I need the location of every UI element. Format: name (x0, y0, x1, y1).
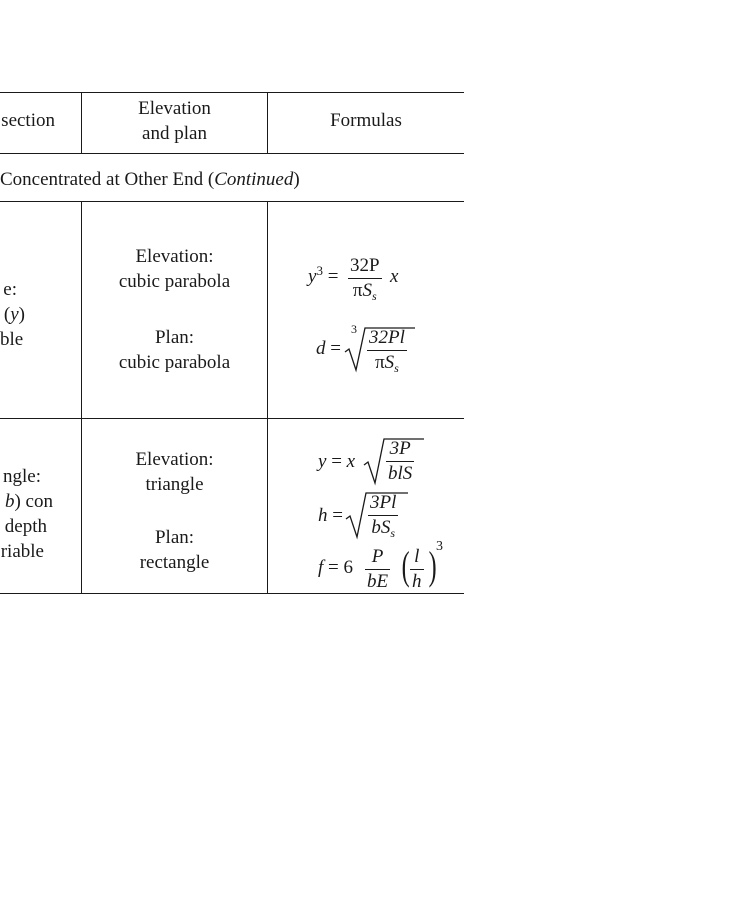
row2-formula2-fraction: 3Pl $bS_s$ (370, 492, 397, 540)
row1-formula1-x: x (390, 266, 399, 287)
row1-section-line1: e: (3, 279, 17, 300)
row1-formula2-fraction: 32Pl $\pi S_s$ (369, 327, 405, 375)
row1-section-line3: ble (0, 329, 24, 350)
row2-section-line3: depth (4, 516, 47, 537)
column-divider-2-body (267, 201, 268, 593)
table-bottom-rule (0, 593, 464, 594)
row1-plan-value: cubic parabola (118, 352, 231, 373)
header-bottom-rule (0, 153, 464, 154)
row2-section-line1: ngle: (3, 466, 41, 487)
header-elevation-line1: Elevation (138, 98, 211, 119)
table-top-rule (0, 92, 464, 93)
row2-formula3-fraction: $\frac{P}{bE}$ (367, 546, 389, 592)
group-bottom-rule (0, 201, 464, 202)
row2-plan-value: rectangle (139, 552, 210, 573)
header-formulas: Formulas (330, 110, 402, 131)
row1-bottom-rule (0, 418, 464, 419)
row1-formula1-fraction: 32P $\pi S_s$ (350, 255, 380, 303)
row2-plan-label: Plan: (154, 527, 195, 548)
row1-formula1-lhs: $y^3$ = (308, 263, 339, 287)
row2-formula3-power: 3 (436, 539, 443, 554)
row2-formula3-paren-fraction: $\frac{l}{h}$ (412, 546, 422, 592)
row2-elevation-value: triangle (145, 474, 204, 495)
row1-formula2-lhs: d = (316, 338, 341, 359)
row2-formula1-lhs: y = x (318, 451, 356, 472)
row1-elevation-label: Elevation: (135, 246, 214, 267)
row2-formula1-fraction: 3P blS (388, 438, 413, 484)
row1-plan-label: Plan: (154, 327, 195, 348)
row2-elevation-label: Elevation: (135, 449, 214, 470)
row2-formula3-right-paren: ) (428, 543, 437, 588)
header-elevation-line2: and plan (142, 123, 207, 144)
row1-elevation-value: cubic parabola (118, 271, 231, 292)
row2-formula2-lhs: h = (318, 505, 343, 526)
header-section: section (1, 110, 55, 131)
row1-formula2-root-index: 3 (351, 322, 357, 336)
row2-formula3-lhs: f = 6 (318, 557, 353, 578)
row2-section-line4: riable (0, 541, 44, 562)
row1-section-line2: (y) (3, 304, 25, 325)
group-row-label: Concentrated at Other End (Continued) (0, 169, 300, 190)
row2-section-line2: b) con (4, 491, 53, 512)
row2-formula3-left-paren: ( (401, 543, 410, 588)
